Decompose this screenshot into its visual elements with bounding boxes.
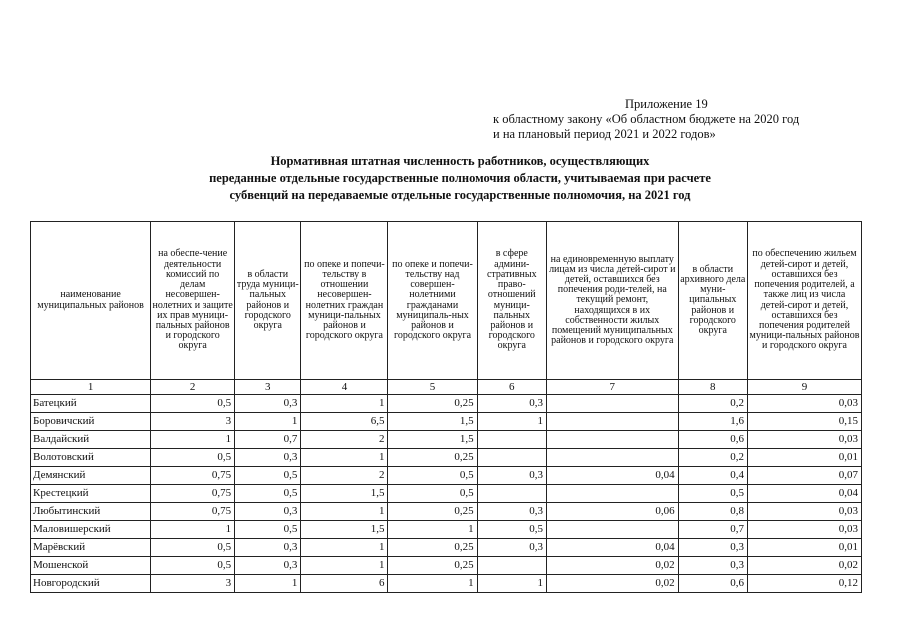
- value-cell: 0,02: [546, 557, 678, 575]
- value-cell: 0,3: [477, 503, 546, 521]
- value-cell: 1: [235, 413, 301, 431]
- value-cell: 0,3: [678, 539, 747, 557]
- value-cell: 0,2: [678, 395, 747, 413]
- table-row: [31, 467, 862, 485]
- column-number: 4: [301, 380, 388, 395]
- table-row: [31, 485, 862, 503]
- value-cell: [477, 485, 546, 503]
- value-cell: 1,5: [301, 521, 388, 539]
- title-line-3: субвенций на передаваемые отдельные государственные полномочия, на 2021 год: [229, 188, 691, 202]
- value-cell: 1: [301, 557, 388, 575]
- value-cell: 0,01: [747, 449, 861, 467]
- value-cell: 1: [235, 575, 301, 593]
- value-cell: 2: [301, 467, 388, 485]
- appendix-header: [493, 97, 893, 142]
- value-cell: 0,5: [151, 539, 235, 557]
- value-cell: 0,5: [235, 467, 301, 485]
- staffing-table: [30, 221, 862, 593]
- value-cell: 0,3: [235, 395, 301, 413]
- district-name-cell: Валдайский: [31, 431, 151, 449]
- table-header-row: [31, 222, 862, 380]
- value-cell: 1,5: [388, 413, 477, 431]
- value-cell: 0,25: [388, 395, 477, 413]
- district-name-cell: Боровичский: [31, 413, 151, 431]
- column-number: 3: [235, 380, 301, 395]
- value-cell: 1: [477, 413, 546, 431]
- header-cell: в области архивного дела муни-ципальных районов и городского округа: [678, 222, 747, 380]
- table-row: [31, 413, 862, 431]
- value-cell: 0,3: [477, 467, 546, 485]
- value-cell: 0,04: [546, 539, 678, 557]
- value-cell: 0,3: [477, 395, 546, 413]
- table-row: [31, 431, 862, 449]
- value-cell: 0,5: [235, 485, 301, 503]
- value-cell: 0,3: [235, 449, 301, 467]
- value-cell: 1: [301, 395, 388, 413]
- column-number: 5: [388, 380, 477, 395]
- value-cell: 0,5: [151, 395, 235, 413]
- value-cell: [477, 449, 546, 467]
- value-cell: 0,01: [747, 539, 861, 557]
- value-cell: 0,5: [235, 521, 301, 539]
- header-cell: по обеспечению жильем детей-сирот и детей, оставшихся без попечения родителей, а также лиц из числа детей-сирот и детей, оставшихся без попечения родителей муници-пальных районов и городского округа: [747, 222, 861, 380]
- value-cell: 0,3: [235, 503, 301, 521]
- value-cell: 0,3: [235, 557, 301, 575]
- table-row: [31, 539, 862, 557]
- value-cell: 2: [301, 431, 388, 449]
- district-name-cell: Марёвский: [31, 539, 151, 557]
- district-name-cell: Крестецкий: [31, 485, 151, 503]
- header-cell: по опеке и попечи-тельству в отношении несовершен-нолетних граждан муници-пальных районов и городского округа: [301, 222, 388, 380]
- value-cell: 1,6: [678, 413, 747, 431]
- value-cell: [477, 431, 546, 449]
- value-cell: 0,5: [678, 485, 747, 503]
- column-number: 2: [151, 380, 235, 395]
- table-row: [31, 449, 862, 467]
- value-cell: 1: [151, 521, 235, 539]
- value-cell: 1,5: [301, 485, 388, 503]
- value-cell: [546, 413, 678, 431]
- column-number: 7: [546, 380, 678, 395]
- value-cell: 0,25: [388, 449, 477, 467]
- district-name-cell: Волотовский: [31, 449, 151, 467]
- value-cell: 0,04: [747, 485, 861, 503]
- value-cell: 0,3: [235, 539, 301, 557]
- value-cell: 0,5: [151, 557, 235, 575]
- appendix-law-line1: к областному закону «Об областном бюджете на 2020 год: [493, 112, 800, 126]
- table-body: [31, 395, 862, 593]
- value-cell: 0,02: [747, 557, 861, 575]
- value-cell: 3: [151, 575, 235, 593]
- value-cell: [546, 395, 678, 413]
- column-number-row: [31, 380, 862, 395]
- value-cell: 0,6: [678, 575, 747, 593]
- appendix-law-line2: и на плановый период 2021 и 2022 годов»: [493, 127, 716, 141]
- value-cell: 0,03: [747, 395, 861, 413]
- value-cell: 0,15: [747, 413, 861, 431]
- value-cell: 3: [151, 413, 235, 431]
- header-cell: наименование муниципальных районов: [31, 222, 151, 380]
- value-cell: 0,03: [747, 431, 861, 449]
- value-cell: 0,5: [151, 449, 235, 467]
- value-cell: 0,5: [388, 467, 477, 485]
- table-row: [31, 521, 862, 539]
- header-cell: на единовременную выплату лицам из числа детей-сирот и детей, оставшихся без попечения роди-телей, на текущий ремонт, находящихся в их собственности жилых помещений муниципальных районов и городского округа: [546, 222, 678, 380]
- value-cell: 1: [151, 431, 235, 449]
- value-cell: 0,3: [678, 557, 747, 575]
- value-cell: 6,5: [301, 413, 388, 431]
- value-cell: 0,25: [388, 539, 477, 557]
- value-cell: 1: [388, 575, 477, 593]
- value-cell: 0,5: [388, 485, 477, 503]
- value-cell: 0,3: [477, 539, 546, 557]
- column-number: 1: [31, 380, 151, 395]
- table-row: [31, 575, 862, 593]
- district-name-cell: Новгородский: [31, 575, 151, 593]
- value-cell: 0,2: [678, 449, 747, 467]
- value-cell: 1: [301, 539, 388, 557]
- district-name-cell: Батецкий: [31, 395, 151, 413]
- value-cell: 0,8: [678, 503, 747, 521]
- header-cell: на обеспе-чение деятельности комиссий по делам несовершен-нолетних и защите их прав муници-пальных районов и городского округа: [151, 222, 235, 380]
- value-cell: 0,06: [546, 503, 678, 521]
- district-name-cell: Мошенской: [31, 557, 151, 575]
- value-cell: 0,5: [477, 521, 546, 539]
- value-cell: 0,75: [151, 503, 235, 521]
- header-cell: по опеке и попечи-тельству над совершен-нолетними гражданами муниципаль-ных районов и городского округа: [388, 222, 477, 380]
- value-cell: 0,02: [546, 575, 678, 593]
- table-row: [31, 503, 862, 521]
- value-cell: 1: [301, 449, 388, 467]
- value-cell: [546, 485, 678, 503]
- value-cell: 1: [301, 503, 388, 521]
- value-cell: 0,03: [747, 521, 861, 539]
- value-cell: [546, 431, 678, 449]
- value-cell: 0,7: [678, 521, 747, 539]
- document-title: [130, 153, 790, 204]
- header-cell: в сфере админи-стративных право-отношений муници-пальных районов и городского округа: [477, 222, 546, 380]
- header-cell: в области труда муници-пальных районов и городского округа: [235, 222, 301, 380]
- value-cell: 6: [301, 575, 388, 593]
- value-cell: 0,4: [678, 467, 747, 485]
- value-cell: 0,25: [388, 503, 477, 521]
- district-name-cell: Маловишерский: [31, 521, 151, 539]
- district-name-cell: Любытинский: [31, 503, 151, 521]
- title-line-1: Нормативная штатная численность работников, осуществляющих: [270, 154, 650, 168]
- value-cell: 1: [388, 521, 477, 539]
- table-row: [31, 557, 862, 575]
- district-name-cell: Демянский: [31, 467, 151, 485]
- value-cell: 0,12: [747, 575, 861, 593]
- value-cell: 0,07: [747, 467, 861, 485]
- column-number: 6: [477, 380, 546, 395]
- title-line-2: переданные отдельные государственные полномочия области, учитываемая при расчете: [209, 171, 711, 185]
- appendix-number: Приложение 19: [625, 97, 708, 111]
- column-number: 8: [678, 380, 747, 395]
- value-cell: 1,5: [388, 431, 477, 449]
- value-cell: 0,75: [151, 467, 235, 485]
- value-cell: 0,03: [747, 503, 861, 521]
- value-cell: [477, 557, 546, 575]
- value-cell: 0,75: [151, 485, 235, 503]
- value-cell: 0,7: [235, 431, 301, 449]
- value-cell: [546, 521, 678, 539]
- column-number: 9: [747, 380, 861, 395]
- value-cell: 0,25: [388, 557, 477, 575]
- value-cell: 1: [477, 575, 546, 593]
- value-cell: [546, 449, 678, 467]
- table-row: [31, 395, 862, 413]
- value-cell: 0,6: [678, 431, 747, 449]
- value-cell: 0,04: [546, 467, 678, 485]
